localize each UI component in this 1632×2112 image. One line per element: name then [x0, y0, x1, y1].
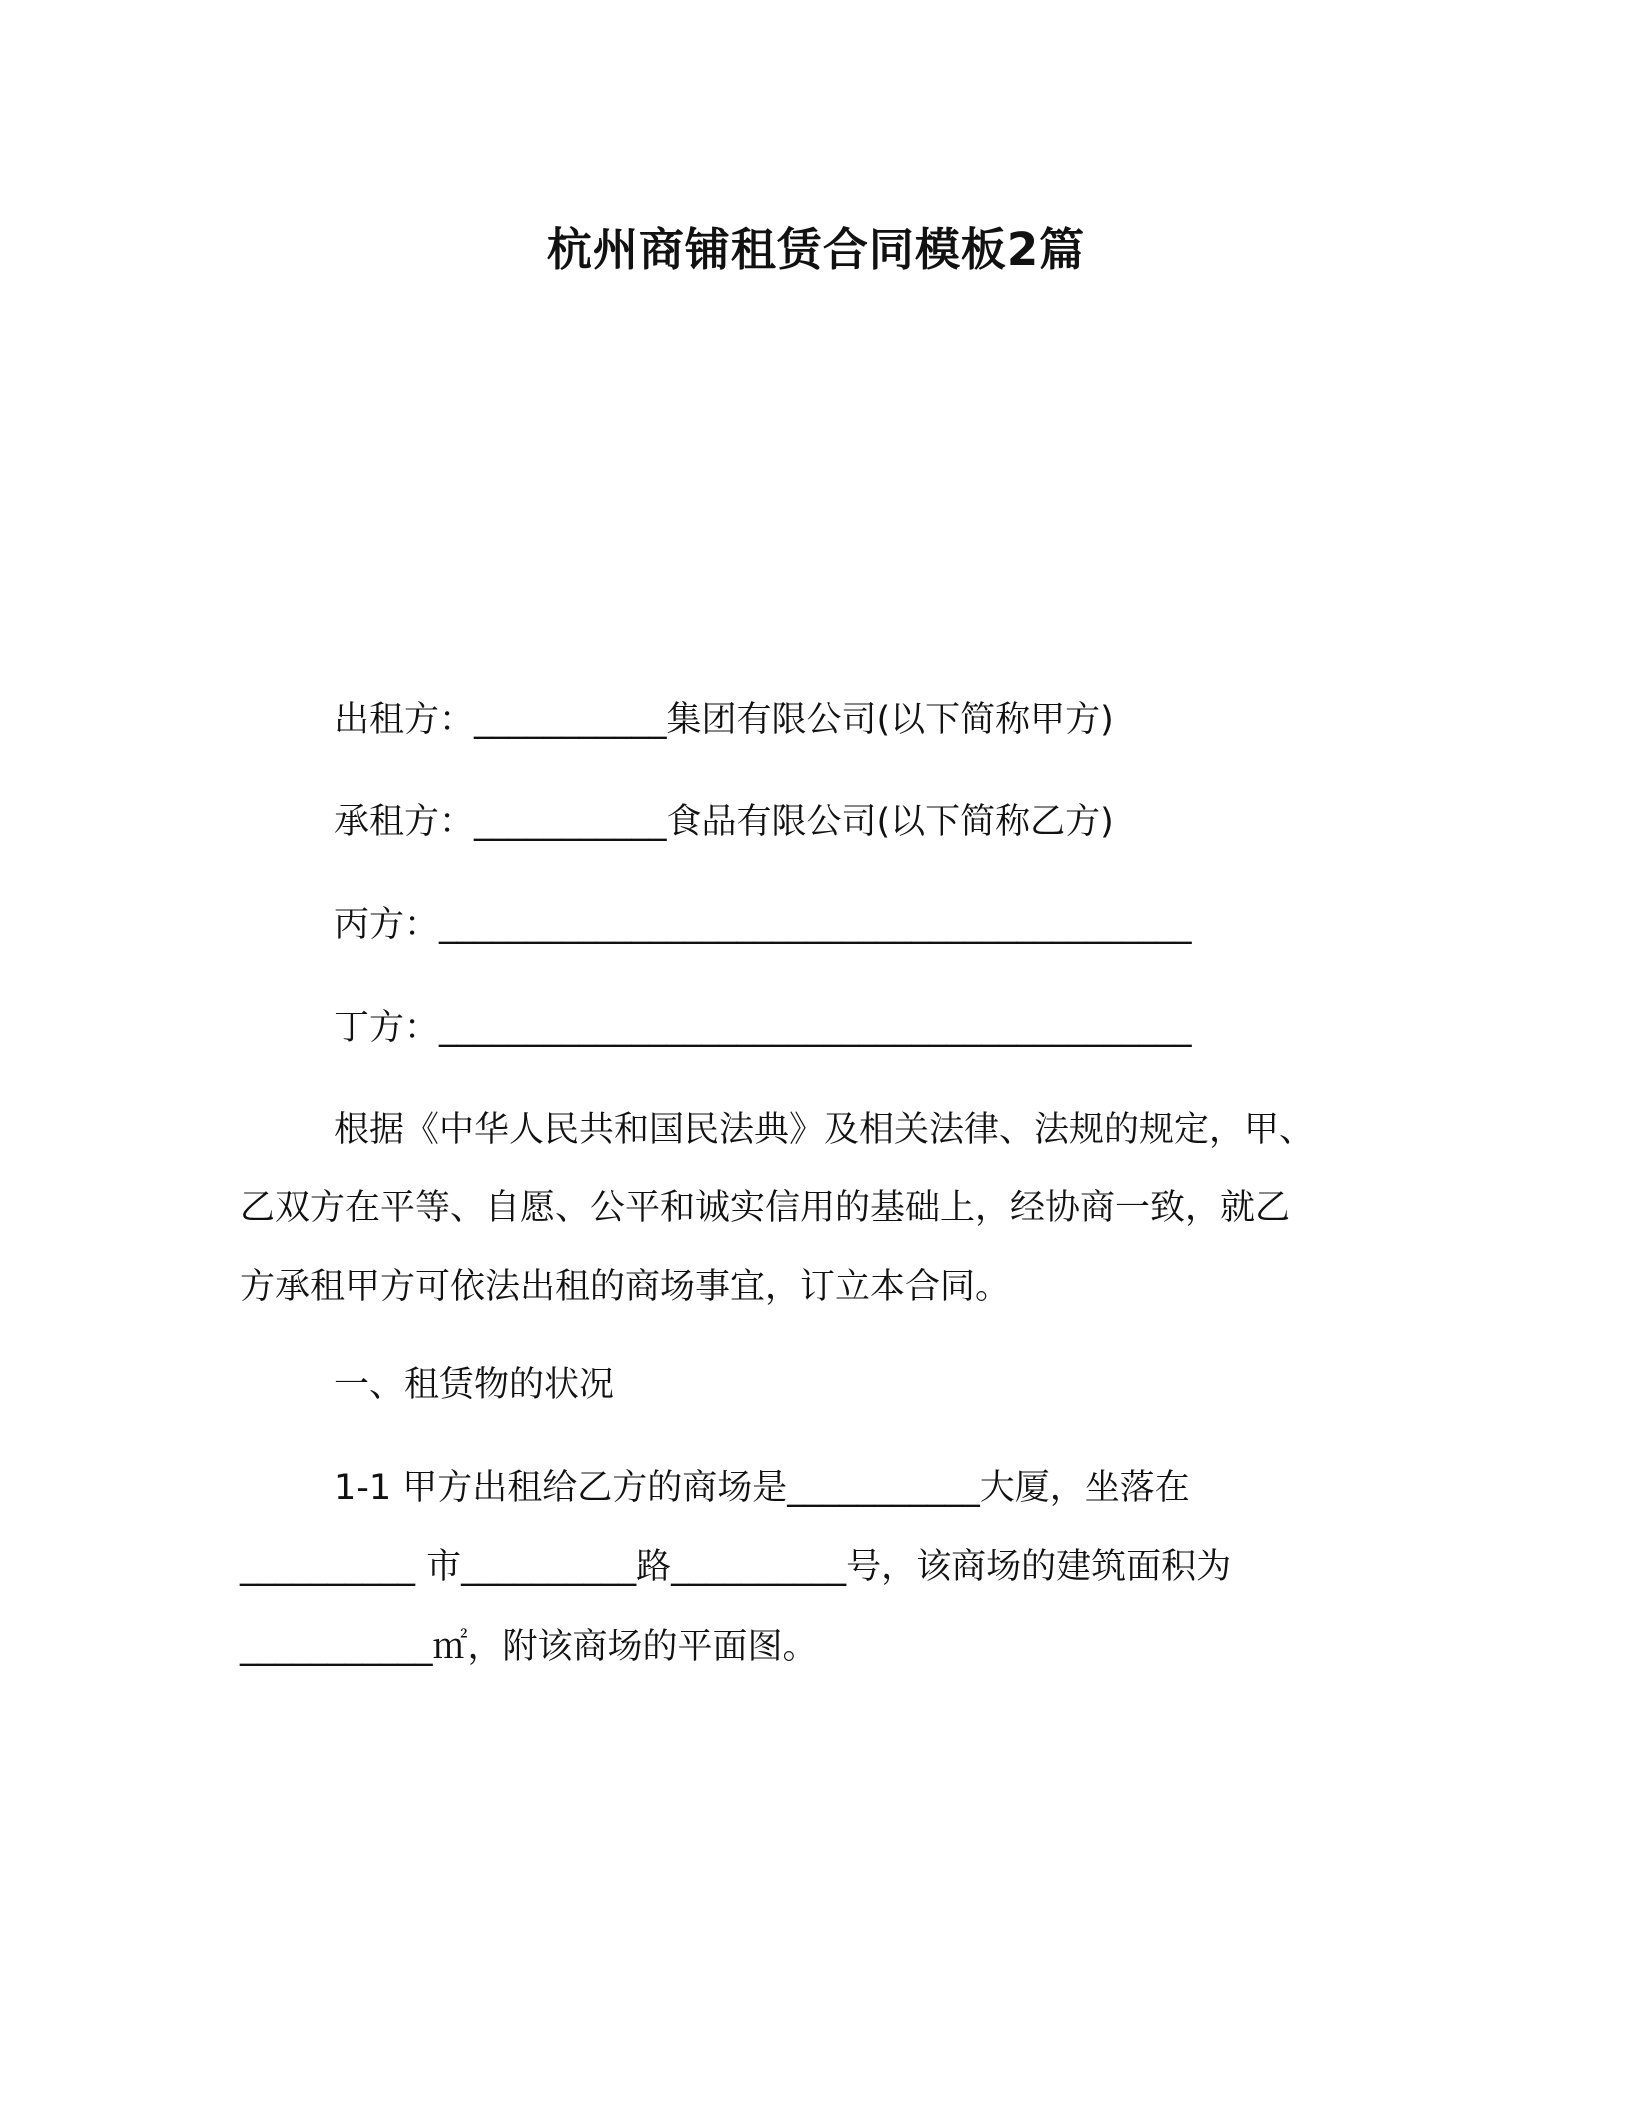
party-d-line: 丁方：___________________________________________	[334, 1008, 1192, 1048]
intro-paragraph-line: 乙双方在平等、自愿、公平和诚实信用的基础上，经协商一致，就乙	[240, 1188, 1291, 1228]
page-title: 杭州商铺租赁合同模板2篇	[546, 223, 1086, 276]
intro-paragraph-line: 方承租甲方可依法出租的商场事宜，订立本合同。	[240, 1267, 1011, 1307]
clause-line: ___________㎡，附该商场的平面图。	[240, 1627, 818, 1667]
lessee-line: 承租方：___________食品有限公司(以下简称乙方)	[334, 802, 1114, 842]
lessor-line: 出租方：___________集团有限公司(以下简称甲方)	[334, 700, 1114, 740]
party-c-line: 丙方：___________________________________________	[334, 905, 1192, 945]
intro-paragraph-line: 根据《中华人民共和国民法典》及相关法律、法规的规定，甲、	[334, 1110, 1315, 1150]
clause-line: __________ 市__________路__________号，该商场的建筑面积为	[240, 1547, 1232, 1587]
section-heading: 一、租赁物的状况	[334, 1365, 615, 1405]
clause-line: 1-1 甲方出租给乙方的商场是___________大厦，坐落在	[334, 1468, 1190, 1508]
